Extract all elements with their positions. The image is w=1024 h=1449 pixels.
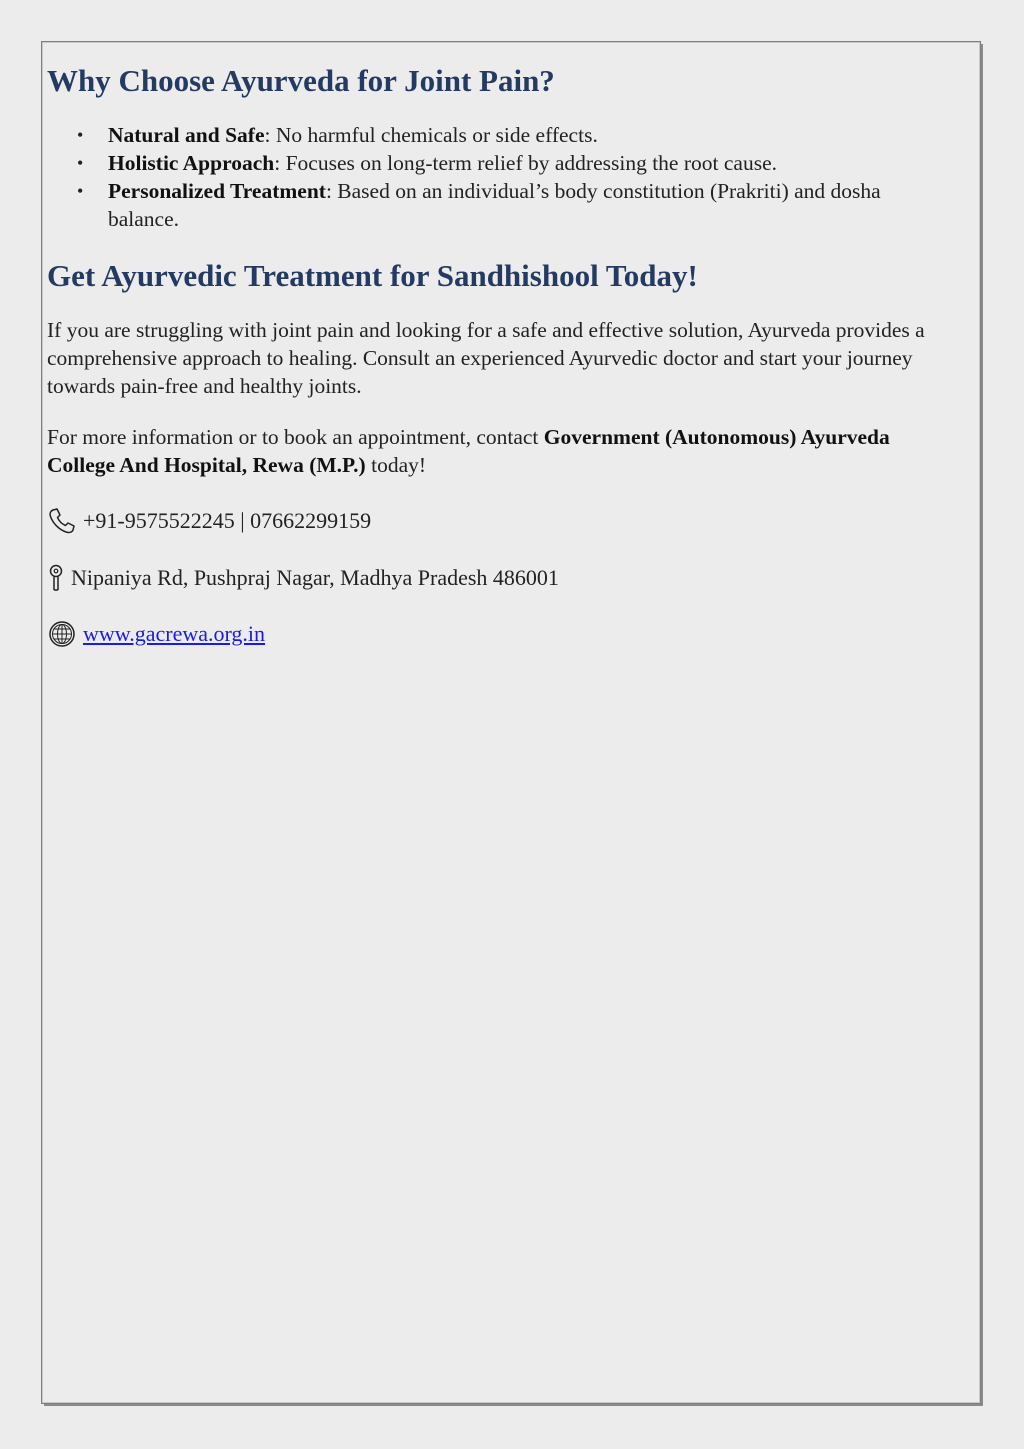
list-item [47,177,937,233]
bullet: • [77,181,84,201]
list-item [47,149,937,177]
website-link[interactable]: www.gacrewa.org.in [83,621,266,646]
website-row [47,620,265,648]
institution-name: Government (Autonomous) Ayurveda College And Hospital, Rewa (M.P.) [47,425,890,477]
contact-suffix: today! [365,453,427,477]
benefit-desc: : No harmful chemicals or side effects. [264,123,598,147]
section-heading-why-ayurveda: Why Choose Ayurveda for Joint Pain? [47,63,555,98]
phone-number: +91-9575522245 | 07662299159 [83,508,372,533]
benefit-desc: : Based on an individual’s body constitution (Prakriti) and dosha balance. [108,179,881,231]
list-item [47,121,937,149]
phone-icon [47,507,77,535]
map-pin-icon [47,564,65,592]
benefit-term: Holistic Approach [108,151,275,175]
address-row [47,564,559,592]
contact-prefix: For more information or to book an appointment, contact [47,425,544,449]
benefit-term: Natural and Safe [108,123,265,147]
benefit-desc: : Focuses on long-term relief by addressing the root cause. [274,151,777,175]
page-frame [41,41,981,1404]
globe-icon [47,620,77,648]
address-text: Nipaniya Rd, Pushpraj Nagar, Madhya Pradesh 486001 [71,565,559,590]
bullet: • [77,125,84,145]
section-heading-get-treatment: Get Ayurvedic Treatment for Sandhishool Today! [47,258,698,293]
benefit-term: Personalized Treatment [108,179,326,203]
intro-paragraph: If you are struggling with joint pain and looking for a safe and effective solution, Ayurveda provides a comprehensive approach to healing. Consult an experienced Ayurvedic doctor and start your journey towards pain-free and healthy joints. [47,318,925,398]
benefits-list [47,121,937,233]
bullet: • [77,153,84,173]
contact-paragraph [47,423,957,479]
phone-row [47,507,371,535]
